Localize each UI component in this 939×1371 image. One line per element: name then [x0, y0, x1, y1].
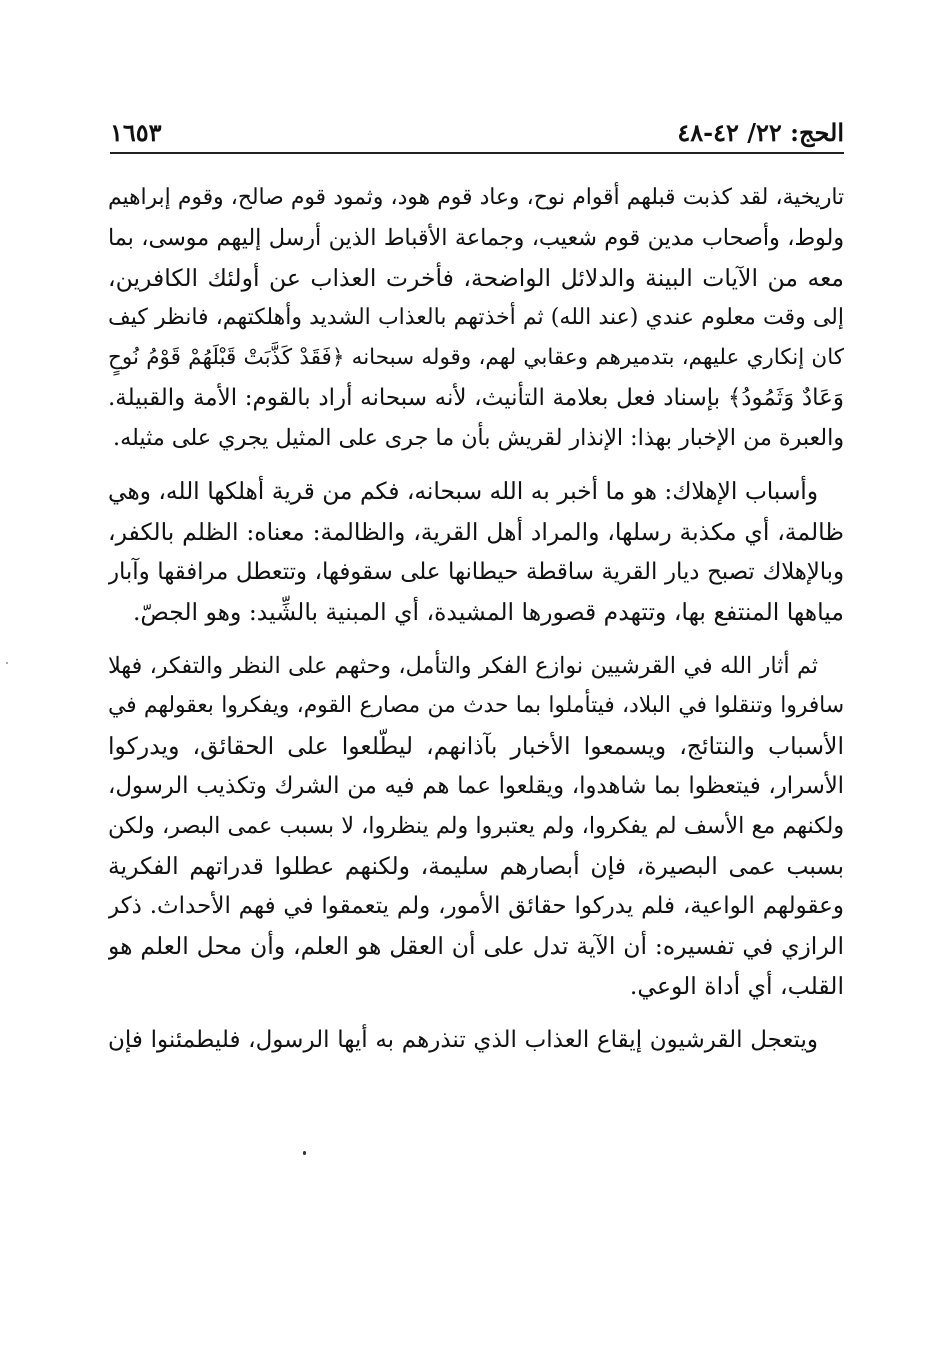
text-line: الأسرار، فيتعظوا بما شاهدوا، ويقلعوا عما هم فيه من الشرك وتكذيب الرسول،: [108, 773, 844, 799]
text-line: إلى وقت معلوم عندي (عند الله) ثم أخذتهم بالعذاب الشديد وأهلكتهم، فانظر كيف: [108, 305, 844, 330]
text-line: والعبرة من الإخبار بهذا: الإنذار لقريش بأن ما جرى على المثيل يجري على مثيله.: [113, 425, 844, 451]
paragraph-2: [108, 472, 844, 632]
text-line: وَعَادٌ وَثَمُودُ﴾ بإسناد فعل بعلامة التأنيث، لأنه سبحانه أراد بالقوم: الأمة والقبيلة.: [108, 385, 844, 411]
text-line: وعقولهم الواعية، فلم يدركوا حقائق الأمور، ولم يتعمقوا في فهم الأحداث. ذكر: [108, 893, 844, 919]
scan-speck: [303, 1151, 306, 1155]
paragraph-3: [108, 646, 844, 1006]
chapter-reference: الحج: ٢٢/ ٤٢-٤٨: [677, 118, 844, 147]
text-line: كان إنكاري عليهم، بتدميرهم وعقابي لهم، وقوله سبحانه ﴿فَقَدْ كَذَّبَتْ قَبْلَهُمْ قَوْمُ نُوحٍ: [108, 345, 844, 370]
text-line: تاريخية، لقد كذبت قبلهم أقوام نوح، وعاد قوم هود، وثمود قوم صالح، وقوم إبراهيم: [108, 185, 844, 210]
text-line: مياهها المنتفع بها، وتتهدم قصورها المشيدة، أي المبنية بالشِّيد: وهو الجصّ.: [132, 598, 844, 626]
page-number: ١٦٥٣: [110, 118, 162, 147]
paragraph-4: [108, 1020, 844, 1060]
text-line: الأسباب والنتائج، ويسمعوا الأخبار بآذانهم، ليطّلعوا على الحقائق، ويدركوا: [108, 732, 844, 760]
text-line: القلب، أي أداة الوعي.: [629, 972, 844, 1000]
paragraph-1: [108, 178, 844, 458]
text-line: ظالمة، أي مكذبة رسلها، والمراد أهل القرية، والظالمة: معناه: الظلم بالكفر،: [108, 518, 844, 546]
scan-edge-mark: [6, 662, 8, 664]
header-divider: [110, 152, 844, 154]
page-header: [110, 110, 844, 150]
text-line: وبالإهلاك تصبح ديار القرية ساقطة حيطانها على سقوفها، وتتعطل مرافقها وآبار: [108, 559, 844, 585]
text-line: ويتعجل القرشيون إيقاع العذاب الذي تنذرهم به أيها الرسول، فليطمئنوا فإن: [108, 1027, 818, 1053]
text-line: ولكنهم مع الأسف لم يفكروا، ولم يعتبروا ولم ينظروا، لا بسبب عمى البصر، ولكن: [108, 813, 844, 839]
text-line: بسبب عمى البصيرة، فإن أبصارهم سليمة، ولكنهم عطلوا قدراتهم الفكرية: [108, 852, 844, 880]
text-line: الرازي في تفسيره: أن الآية تدل على أن العقل هو العلم، وأن محل العلم هو: [108, 932, 844, 960]
text-line: ولوط، وأصحاب مدين قوم شعيب، وجماعة الأقباط الذين أرسل إليهم موسى، بما: [108, 225, 844, 251]
text-line: وأسباب الإهلاك: هو ما أخبر به الله سبحانه، فكم من قرية أهلكها الله، وهي: [108, 478, 818, 505]
text-line: سافروا وتنقلوا في البلاد، فيتأملوا بما حدث من مصارع القوم، ويفكروا بعقولهم في: [108, 693, 844, 718]
body-text: [108, 178, 844, 1070]
text-line: ثم أثار الله في القرشيين نوازع الفكر والتأمل، وحثهم على النظر والتفكر، فهلا: [108, 653, 818, 679]
text-line: معه من الآيات البينة والدلائل الواضحة، فأخرت العذاب عن أولئك الكافرين،: [108, 264, 844, 292]
